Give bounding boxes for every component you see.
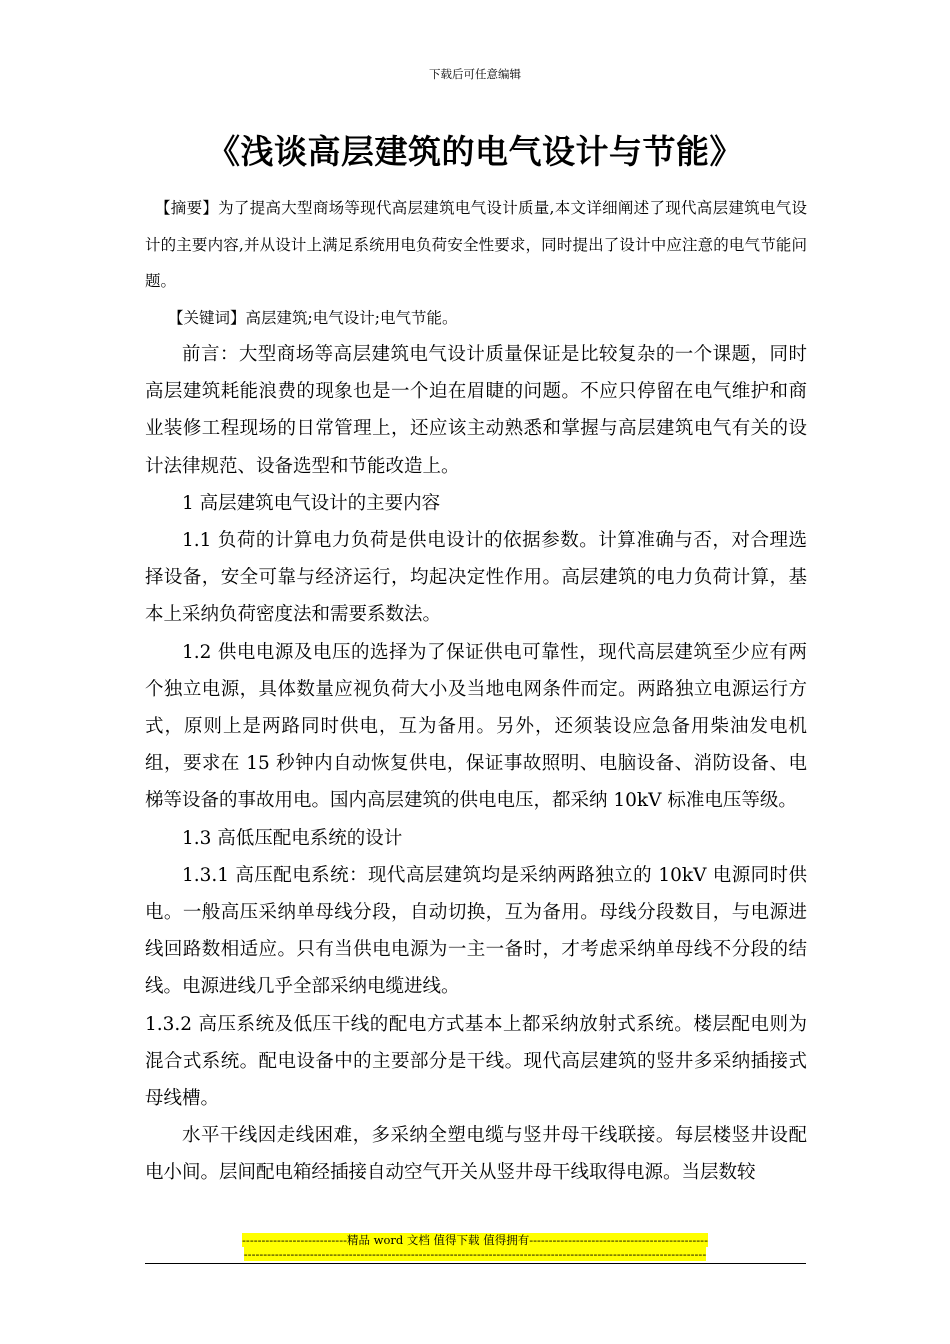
paragraph-1-1: 1.1 负荷的计算电力负荷是供电设计的依据参数。计算准确与否，对合理选择设备，安全可靠与经济运行，均起决定性作用。高层建筑的电力负荷计算，基本上采纳负荷密度法和需要系数法。 xyxy=(145,530,807,626)
footer-rule xyxy=(145,1263,806,1264)
footer-dash-text: ----------------------------------------------------------------------------------------------------------------------- xyxy=(243,1247,707,1261)
abstract: 【摘要】为了提高大型商场等现代高层建筑电气设计质量,本文详细阐述了现代高层建筑电气设计的主要内容,并从设计上满足系统用电负荷安全性要求，同时提出了设计中应注意的电气节能问题。 xyxy=(145,199,807,290)
paragraph-1-3-2: 1.3.2 高压系统及低压干线的配电方式基本上都采纳放射式系统。楼层配电则为混合式系统。配电设备中的主要部分是干线。现代高层建筑的竖井多采纳插接式母线槽。 xyxy=(145,1013,807,1110)
footer-banner-text: ---------------------------精品 word 文档 值得下载 值得拥有---------------------------------------------- xyxy=(242,1233,708,1247)
footer-banner xyxy=(0,1233,950,1247)
document-body xyxy=(145,190,807,1192)
keywords: 【关键词】高层建筑;电气设计;电气节能。 xyxy=(168,308,458,327)
section-heading-1-3: 1.3 高低压配电系统的设计 xyxy=(182,827,403,849)
paragraph-horizontal-trunk: 水平干线因走线困难，多采纳全塑电缆与竖井母干线联接。每层楼竖井设配电小间。层间配电箱经插接自动空气开关从竖井母干线取得电源。当层数较 xyxy=(145,1125,807,1184)
paragraph-1-3-1: 1.3.1 高压配电系统：现代高层建筑均是采纳两路独立的 10kV 电源同时供电。一般高压采纳单母线分段，自动切换，互为备用。母线分段数目，与电源进线回路数相适应。只有当供电电源为一主一备时，才考虑采纳单母线不分段的结线。电源进线几乎全部采纳电缆进线。 xyxy=(145,864,807,998)
paragraph-preface: 前言：大型商场等高层建筑电气设计质量保证是比较复杂的一个课题，同时高层建筑耗能浪费的现象也是一个迫在眉睫的问题。不应只停留在电气维护和商业装修工程现场的日常管理上，还应该主动熟悉和掌握与高层建筑电气有关的设计法律规范、设备选型和节能改造上。 xyxy=(145,344,807,477)
paragraph-1-2: 1.2 供电电源及电压的选择为了保证供电可靠性，现代高层建筑至少应有两个独立电源，具体数量应视负荷大小及当地电网条件而定。两路独立电源运行方式，原则上是两路同时供电，互为备用。另外，还须装设应急备用柴油发电机组，要求在 15 秒钟内自动恢复供电，保证事故照明、电脑设备、消防设备、电梯等设备的事故用电。国内高层建筑的供电电压，都采纳 10kV 标准电压等级。 xyxy=(145,641,807,812)
document-title: 《浅谈高层建筑的电气设计与节能》 xyxy=(207,132,743,171)
footer-dash-line xyxy=(0,1247,950,1261)
section-heading-1: 1 高层建筑电气设计的主要内容 xyxy=(182,492,441,514)
header-note: 下载后可任意编辑 xyxy=(429,67,521,81)
